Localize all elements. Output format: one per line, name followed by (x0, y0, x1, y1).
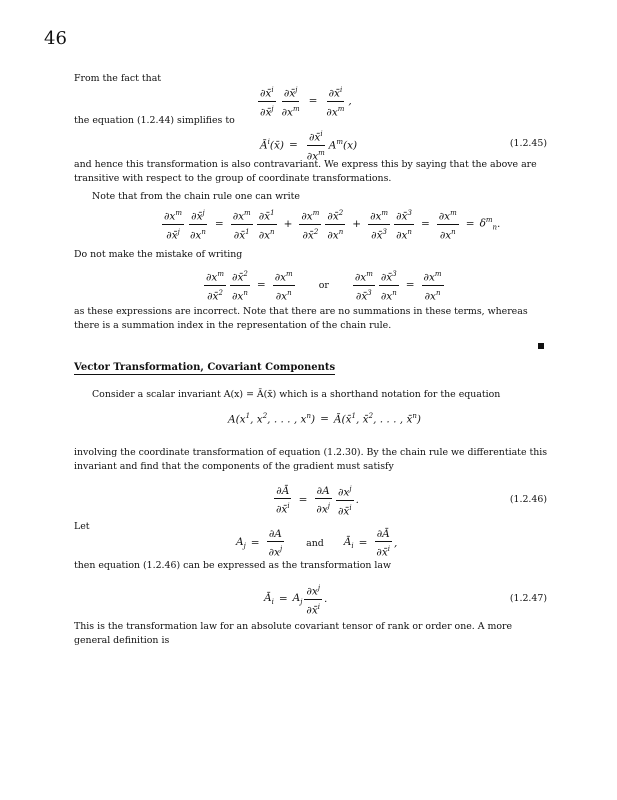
paragraph-6: as these expressions are incorrect. Note that there are no summations in these terms, whereas there is a summation index in the representation of the chain rule. (74, 306, 528, 331)
word-or: or (318, 279, 329, 291)
paragraph-11: This is the transformation law for an absolute covariant tensor of rank or order one. A more general definition is (74, 621, 513, 646)
end-of-proof-mark (538, 343, 544, 349)
paragraph-7: Consider a scalar invariant A(x) = Ā(x̄) which is a shorthand notation for the equation (92, 389, 501, 400)
equation-1-2-47: $Ā_i$ = $A_j$ $\frac{\partial x^j}{\partial x̄^i}$ . (264, 584, 328, 616)
page-number: 46 (44, 28, 67, 49)
equation-label-1-2-46: (1.2.46) (509, 494, 547, 505)
section-title: Vector Transformation, Covariant Components (74, 362, 336, 373)
equation-1-2-45: $Ā^i(x̄)$ = $\frac{\partial x̄^i}{\partial x^m}$ $A^m(x)$ (260, 130, 358, 162)
equation-label-1-2-45: (1.2.45) (509, 138, 547, 149)
paragraph-1: From the fact that (74, 73, 162, 84)
paragraph-10: then equation (1.2.46) can be expressed as the transformation law (74, 560, 392, 571)
equation-transitive: $\frac{\partial x̄^i}{\partial x̄^j}$ $\frac{\partial x̄^j}{\partial x^m}$ = $\frac{\partial x̄^i}{\partial x^m}$ , (260, 86, 352, 118)
equation-1-2-46: $\frac{\partial Ā}{\partial x̄^i}$ = $\frac{\partial A}{\partial x^j}$ $\frac{\partial x^j}{\partial x̄^i}$ . (276, 484, 359, 517)
word-and: and (306, 537, 324, 549)
equation-mistake: $\frac{\partial x^m}{\partial x̄^2}$ $\frac{\partial x̄^2}{\partial x^n}$ = $\frac{\partial x^m}{\partial x^n}$ or $\frac{\partial x^m}{\partial x̄^3}$ $\frac{\partial x̄^3}{\partial x^n}$ = $\frac{\partial x^m}{\partial x^n}$ (206, 270, 442, 302)
equation-chain-rule: $\frac{\partial x^m}{\partial x̄^j}$ $\frac{\partial x̄^j}{\partial x^n}$ = $\frac{\partial x^m}{\partial x̄^1}$ $\frac{\partial x̄^1}{\partial x^n}$ + $\frac{\partial x^m}{\partial x̄^2}$ $\frac{\partial x̄^2}{\partial x^n}$ + $\frac{\partial x^m}{\partial x̄^3}$ $\frac{\partial x̄^3}{\partial x^n}$ = $\frac{\partial x^m}{\partial x^n}$ = $\delta^m_n$ . (164, 209, 501, 241)
equation-scalar-invariant: $A(x^1$, $x^2$, . . . , $x^n$) = Ā(x̄$^1$, x̄$^2$, . . . , x̄$^n$) (228, 412, 421, 426)
paragraph-5: Do not make the mistake of writing (74, 249, 243, 260)
paragraph-3: and hence this transformation is also contravariant. We express this by saying that the above are transitive with respect to the group of coordinate transformations. (74, 159, 537, 184)
paragraph-4: Note that from the chain rule one can write (92, 191, 300, 202)
paragraph-8: involving the coordinate transformation of equation (1.2.30). By the chain rule we differentiate this invariant and find that the components of the gradient must satisfy (74, 447, 548, 472)
paragraph-2: the equation (1.2.44) simplifies to (74, 115, 235, 126)
paragraph-9: Let (74, 521, 90, 532)
equation-label-1-2-47: (1.2.47) (509, 593, 547, 604)
equation-definitions: $A_j$ = $\frac{\partial A}{\partial x^j}$ and $Ā_i$ = $\frac{\partial Ā}{\partial x̄^i}$ , (236, 528, 398, 559)
